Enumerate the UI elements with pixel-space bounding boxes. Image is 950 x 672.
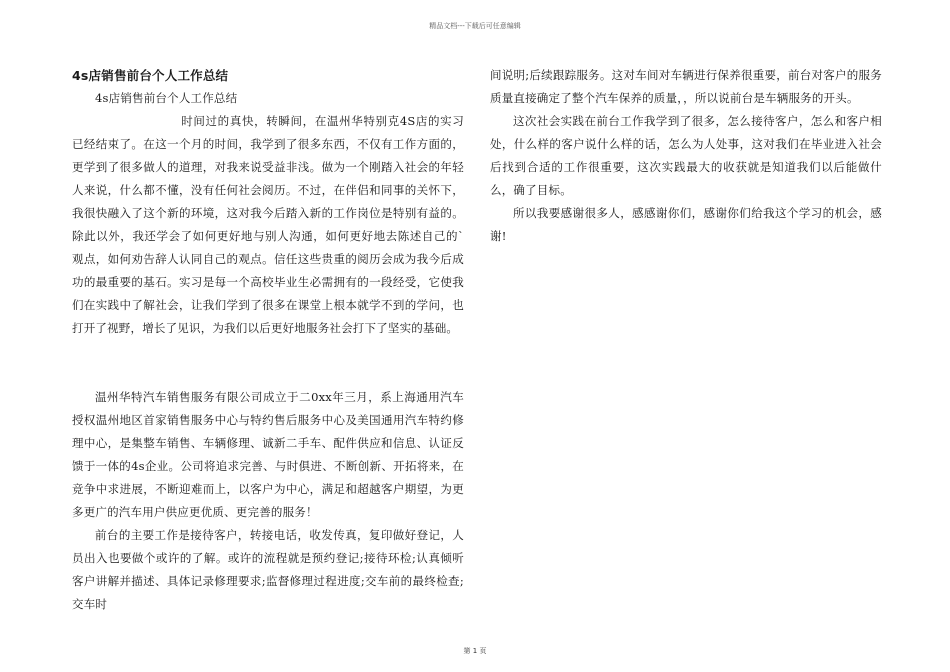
header-note: 精品文档---下载后可任意编辑: [429, 22, 521, 30]
paragraph-practice: 这次社会实践在前台工作我学到了很多，怎么接待客户，怎么和客户相处，什么样的客户说什么样的话，怎么为人处事，这对我们在毕业进入社会后找到合适的工作很重要，这次实践最大的收获就是知道我们以后能做什么，确了目标。: [490, 114, 882, 197]
right-column: [490, 64, 882, 248]
paragraph-internship: 时间过的真快，转瞬间，在温州华特别克4S店的实习已经结束了。在这一个月的时间，我学到了很多东西，不仅有工作方面的，更学到了很多做人的道理，对我来说受益非浅。做为一个刚踏入社会的年轻人来说，什么都不懂，没有任何社会阅历。不过，在伴侣和同事的关怀下，我很快融入了这个新的环境，这对我今后踏入新的工作岗位是特别有益的。除此以外，我还学会了如何更好地与别人沟通，如何更好地去陈述自己的`观点，如何劝告辞人认同自己的观点。信任这些贵重的阅历会成为我今后成功的最重要的基石。实习是每一个高校毕业生必需拥有的一段经受，它使我们在实践中了解社会，让我们学到了很多在课堂上根本就学不到的学问，也打开了视野，增长了见识，为我们以后更好地服务社会打下了坚实的基础。: [72, 114, 464, 335]
left-column: [72, 64, 464, 616]
paragraph-front-desk-continued: 间说明;后续跟踪服务。这对车间对车辆进行保养很重要，前台对客户的服务质量直接确定了整个汽车保养的质量，，所以说前台是车辆服务的开头。: [490, 68, 882, 105]
paragraph-thanks: 所以我要感谢很多人，感感谢你们，感谢你们给我这个学习的机会，感谢!: [490, 206, 882, 243]
document-subtitle: 4s店销售前台个人工作总结: [95, 91, 238, 105]
paragraph-front-desk: 前台的主要工作是接待客户，转接电话，收发传真，复印做好登记，人员出入也要做个或许的了解。或许的流程就是预约登记;接待环检;认真倾听客户讲解并描述、具体记录修理要求;监督修理过程进度;交车前的最终检查;交车时: [72, 528, 464, 611]
document-title: 4s店销售前台个人工作总结: [72, 68, 229, 83]
paragraph-company: 温州华特汽车销售服务有限公司成立于二0xx年三月，系上海通用汽车授权温州地区首家销售服务中心与特约售后服务中心及美国通用汽车特约修理中心，是集整车销售、车辆修理、诚新二手车、配件供应和信息、认证反馈于一体的4s企业。公司将追求完善、与时俱进、不断创新、开拓将来，在竞争中求进展，不断迎难而上，以客户为中心，满足和超越客户期望，为更多更广的汽车用户供应更优质、更完善的服务！: [72, 390, 464, 519]
page-number: 第 1 页: [463, 647, 487, 655]
paragraph-gap: [72, 340, 464, 386]
